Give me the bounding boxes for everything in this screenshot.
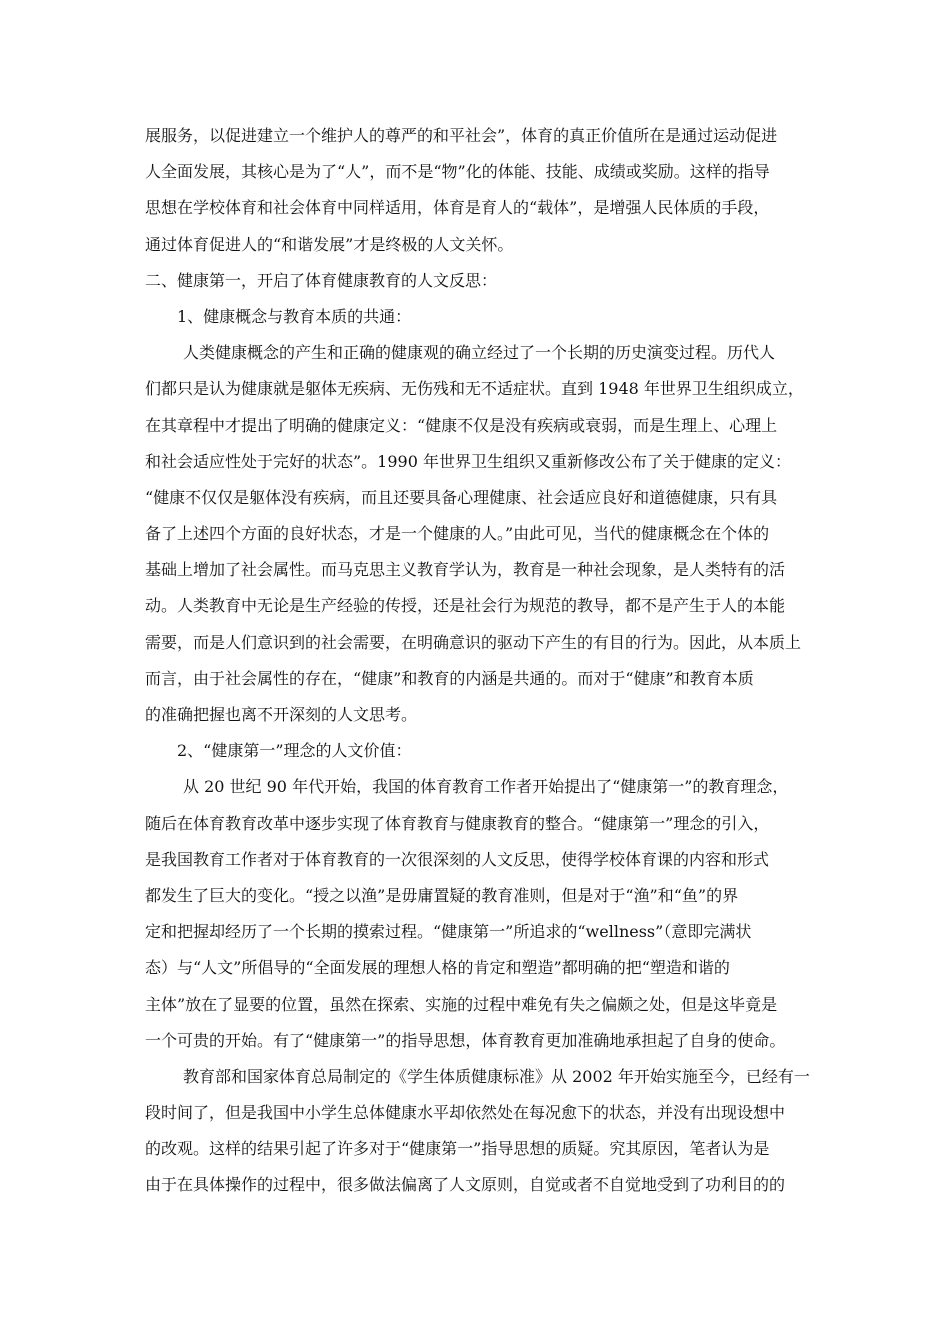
text-line: 人全面发展，其核心是为了“人”，而不是“物”化的体能、技能、成绩或奖励。这样的指导 [145, 162, 770, 182]
text-line: 们都只是认为健康就是躯体无疾病、无伤残和无不适症状。直到 1948 年世界卫生组织成立， [145, 379, 804, 399]
text-line: 需要，而是人们意识到的社会需要，在明确意识的驱动下产生的有目的行为。因此，从本质上 [145, 632, 802, 652]
text-line: 都发生了巨大的变化。“授之以渔”是毋庸置疑的教育准则，但是对于“渔”和“鱼”的界 [145, 885, 739, 905]
text-line: 基础上增加了社会属性。而马克思主义教育学认为，教育是一种社会现象，是人类特有的活 [145, 560, 786, 580]
paragraph-first-line: 教育部和国家体育总局制定的《学生体质健康标准》从 2002 年开始实施至今，已经有一 [183, 1066, 810, 1086]
text-line: 而言，由于社会属性的存在，“健康”和教育的内涵是共通的。而对于“健康”和教育本质 [145, 668, 754, 688]
section-heading: 二、健康第一，开启了体育健康教育的人文反思： [145, 270, 498, 290]
text-line: 展服务，以促进建立一个维护人的尊严的和平社会”，体育的真正价值所在是通过运动促进 [145, 126, 778, 145]
paragraph-first-line: 从 20 世纪 90 年代开始，我国的体育教育工作者开始提出了“健康第一”的教育理念， [183, 777, 789, 797]
text-line: 态）与“人文”所倡导的“全面发展的理想人格的肯定和塑造”都明确的把“塑造和谐的 [145, 958, 730, 978]
text-line: 的准确把握也离不开深刻的人文思考。 [145, 705, 418, 724]
text-line: 随后在体育教育改革中逐步实现了体育教育与健康教育的整合。“健康第一”理念的引入， [145, 813, 770, 833]
text-line: 段时间了，但是我国中小学生总体健康水平却依然处在每况愈下的状态，并没有出现设想中 [145, 1103, 786, 1123]
text-line: 是我国教育工作者对于体育教育的一次很深刻的人文反思，使得学校体育课的内容和形式 [145, 849, 770, 869]
text-line: 备了上述四个方面的良好状态，才是一个健康的人。”由此可见，当代的健康概念在个体的 [145, 524, 770, 544]
text-line: “健康不仅仅是躯体没有疾病，而且还要具备心理健康、社会适应良好和道德健康，只有具 [145, 487, 778, 507]
document-page [145, 118, 810, 1204]
subsection-heading: 1、健康概念与教育本质的共通： [177, 306, 412, 326]
text-line: 和社会适应性处于完好的状态”。1990 年世界卫生组织又重新修改公布了关于健康的定义： [145, 451, 791, 471]
text-line: 由于在具体操作的过程中，很多做法偏离了人文原则，自觉或者不自觉地受到了功利目的的 [145, 1175, 786, 1195]
text-line: 的改观。这样的结果引起了许多对于“健康第一”指导思想的质疑。究其原因，笔者认为是 [145, 1139, 770, 1159]
text-line: 动。人类教育中无论是生产经验的传授，还是社会行为规范的教导，都不是产生于人的本能 [145, 596, 786, 616]
text-line: 通过体育促进人的“和谐发展”才是终极的人文关怀。 [145, 234, 514, 254]
subsection-heading: 2、“健康第一”理念的人文价值： [177, 741, 412, 761]
text-line: 在其章程中才提出了明确的健康定义：“健康不仅是没有疾病或衰弱，而是生理上、心理上 [145, 415, 778, 435]
paragraph-first-line: 人类健康概念的产生和正确的健康观的确立经过了一个长期的历史演变过程。历代人 [183, 343, 776, 363]
text-line: 定和把握却经历了一个长期的摸索过程。“健康第一”所追求的“wellness”（意即完满状 [145, 922, 752, 942]
text-line: 主体”放在了显要的位置，虽然在探索、实施的过程中难免有失之偏颇之处，但是这毕竟是 [145, 994, 778, 1014]
text-line: 一个可贵的开始。有了“健康第一”的指导思想，体育教育更加准确地承担起了自身的使命。 [145, 1030, 786, 1050]
text-line: 思想在学校体育和社会体育中同样适用，体育是育人的“载体”，是增强人民体质的手段， [145, 198, 770, 218]
